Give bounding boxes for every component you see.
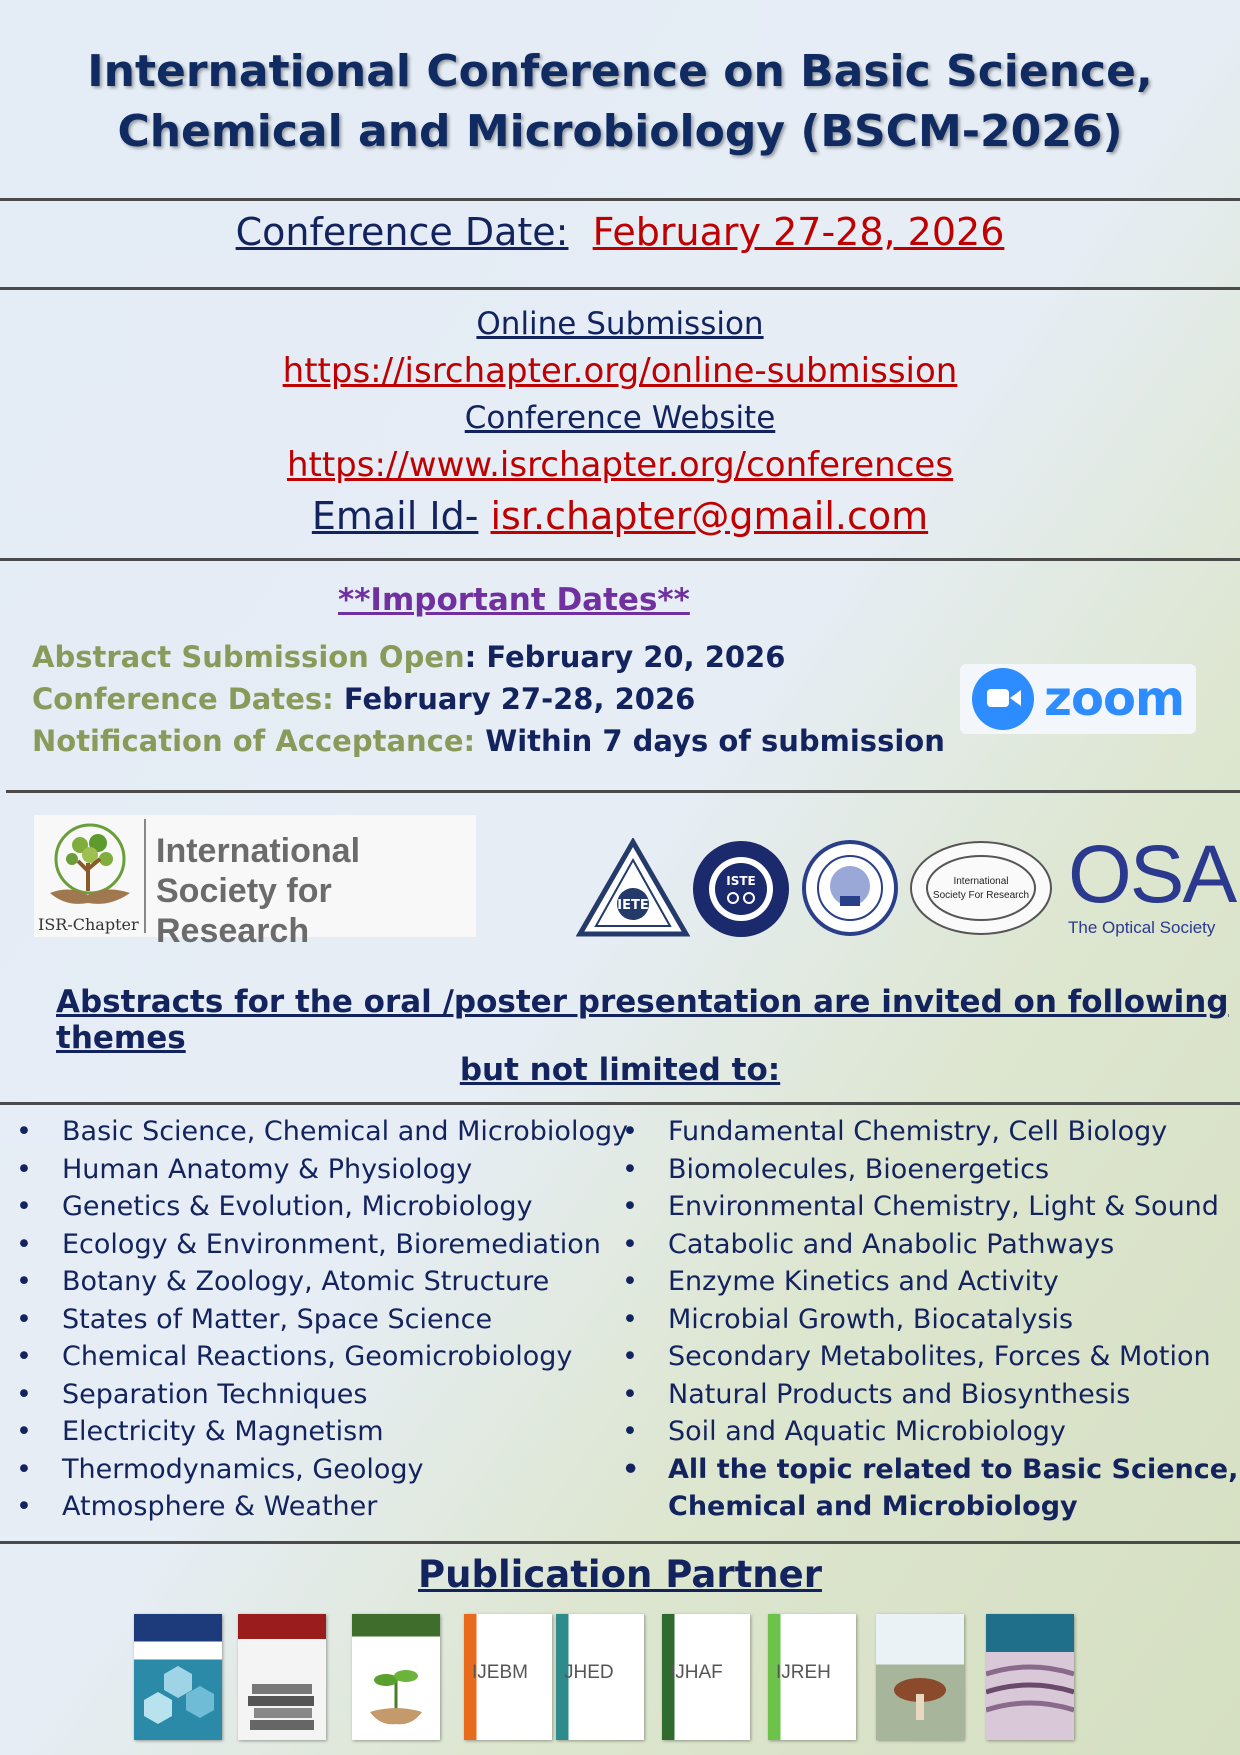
- theme-item: • Botany & Zoology, Atomic Structure: [16, 1263, 628, 1301]
- journal-title: IJHAF: [670, 1662, 723, 1683]
- themes-right-list: [622, 1113, 1238, 1526]
- iete-text: IETE: [617, 898, 649, 913]
- divider: [0, 1102, 1240, 1105]
- isr-name-line-1: International: [156, 832, 361, 870]
- email-line: [0, 494, 1240, 538]
- theme-item: • Thermodynamics, Geology: [16, 1451, 628, 1489]
- conference-date-value: February 27-28, 2026: [592, 210, 1005, 254]
- title-line-2: Chemical and Microbiology (BSCM-2026): [117, 106, 1123, 157]
- osa-subtitle: The Optical Society: [1068, 918, 1216, 937]
- conference-date: [0, 210, 1240, 254]
- mushroom-icon: [876, 1614, 964, 1740]
- theme-item: • Soil and Aquatic Microbiology: [622, 1413, 1238, 1451]
- tree-hands-icon: [40, 821, 140, 913]
- zoom-logo: [960, 664, 1196, 734]
- theme-item: • Secondary Metabolites, Forces & Motion: [622, 1338, 1238, 1376]
- conference-date-label: Conference Date:: [235, 210, 569, 254]
- iste-text: ISTE: [726, 874, 756, 888]
- divider: [6, 790, 1240, 793]
- isr-chapter-caption: ISR-Chapter: [38, 915, 139, 934]
- theme-item: • Electricity & Magnetism: [16, 1413, 628, 1451]
- date-row-label: Abstract Submission Open: [32, 640, 465, 674]
- journal-title: IJREH: [776, 1662, 831, 1683]
- engineers-institution-seal: [800, 838, 900, 938]
- journal-cover-ijhaf: [662, 1614, 750, 1740]
- conference-title: [0, 42, 1240, 162]
- isr-name-line-2: Society for Research: [156, 872, 332, 950]
- theme-item: • Environmental Chemistry, Light & Sound: [622, 1188, 1238, 1226]
- books-icon: [238, 1614, 326, 1740]
- theme-item: • Separation Techniques: [16, 1376, 628, 1414]
- theme-item: • Microbial Growth, Biocatalysis: [622, 1301, 1238, 1339]
- svg-text:International: International: [953, 876, 1009, 887]
- theme-item: • Human Anatomy & Physiology: [16, 1151, 628, 1189]
- submission-link[interactable]: https://isrchapter.org/online-submission: [282, 351, 958, 391]
- theme-item: • Catabolic and Anabolic Pathways: [622, 1226, 1238, 1264]
- isr-seal: [908, 838, 1054, 938]
- journal-cover-ijebm: [464, 1614, 552, 1740]
- date-row-label: Conference Dates:: [32, 682, 334, 716]
- divider: [0, 198, 1240, 201]
- theme-item: • Genetics & Evolution, Microbiology: [16, 1188, 628, 1226]
- theme-item: • Basic Science, Chemical and Microbiology: [16, 1113, 628, 1151]
- date-row-value: February 27-28, 2026: [333, 682, 696, 716]
- theme-item: • States of Matter, Space Science: [16, 1301, 628, 1339]
- date-row-value: : February 20, 2026: [464, 640, 786, 674]
- logo-divider: [144, 819, 146, 933]
- date-row-abstract: [32, 640, 785, 674]
- divider: [0, 287, 1240, 290]
- email-label: Email Id-: [311, 494, 479, 538]
- online-submission-label: Online Submission: [476, 306, 764, 342]
- video-camera-icon: [972, 668, 1034, 730]
- date-row-value: Within 7 days of submission: [475, 724, 945, 758]
- divider: [0, 558, 1240, 561]
- website-link[interactable]: https://www.isrchapter.org/conferences: [286, 445, 954, 485]
- osa-logo: [1068, 829, 1236, 948]
- conference-website-label: Conference Website: [464, 400, 776, 436]
- journal-title: JHED: [564, 1662, 614, 1683]
- publication-partner-title: Publication Partner: [418, 1553, 822, 1596]
- theme-item: • Enzyme Kinetics and Activity: [622, 1263, 1238, 1301]
- journal-cover-jhed: [556, 1614, 644, 1740]
- all-topics-line-1: • All the topic related to Basic Science,: [668, 1453, 1239, 1485]
- theme-item: • Atmosphere & Weather: [16, 1488, 628, 1526]
- date-row-conference: [32, 682, 695, 716]
- journal-cover: [986, 1614, 1074, 1740]
- svg-text:Society For Research: Society For Research: [932, 890, 1030, 901]
- links-section: [0, 300, 1240, 488]
- theme-item: • Fundamental Chemistry, Cell Biology: [622, 1113, 1238, 1151]
- theme-item-all-topics: [622, 1451, 1238, 1526]
- title-line-1: International Conference on Basic Science,: [87, 46, 1153, 97]
- journal-cover: [134, 1614, 222, 1740]
- isr-name: [156, 831, 476, 951]
- iste-logo: [690, 838, 792, 940]
- important-dates-title: **Important Dates**: [338, 582, 690, 618]
- theme-item: • Ecology & Environment, Bioremediation: [16, 1226, 628, 1264]
- journal-cover: [238, 1614, 326, 1740]
- hexagon-pattern-icon: [134, 1614, 222, 1740]
- date-row-notification: [32, 724, 945, 758]
- journal-cover: [876, 1614, 964, 1740]
- themes-heading-line-2: but not limited to:: [459, 1052, 781, 1088]
- plant-in-hands-icon: [352, 1614, 440, 1740]
- date-row-label: Notification of Acceptance:: [32, 724, 476, 758]
- theme-item: • Chemical Reactions, Geomicrobiology: [16, 1338, 628, 1376]
- email-link[interactable]: isr.chapter@gmail.com: [490, 494, 929, 538]
- journal-title: IJEBM: [472, 1662, 528, 1683]
- journal-cover: [352, 1614, 440, 1740]
- theme-item: • Biomolecules, Bioenergetics: [622, 1151, 1238, 1189]
- themes-left-list: [16, 1113, 628, 1526]
- osa-wordmark: OSA: [1068, 829, 1236, 920]
- rock-layers-icon: [986, 1614, 1074, 1740]
- divider: [0, 1541, 1240, 1544]
- themes-heading-line-1: Abstracts for the oral /poster presentation are invited on following themes: [56, 984, 1229, 1056]
- zoom-wordmark: zoom: [1044, 671, 1184, 727]
- theme-item: • Natural Products and Biosynthesis: [622, 1376, 1238, 1414]
- iete-logo: [576, 838, 690, 948]
- journal-cover-ijreh: [768, 1614, 856, 1740]
- isr-logo: [34, 815, 476, 950]
- all-topics-line-2: Chemical and Microbiology: [668, 1491, 1078, 1522]
